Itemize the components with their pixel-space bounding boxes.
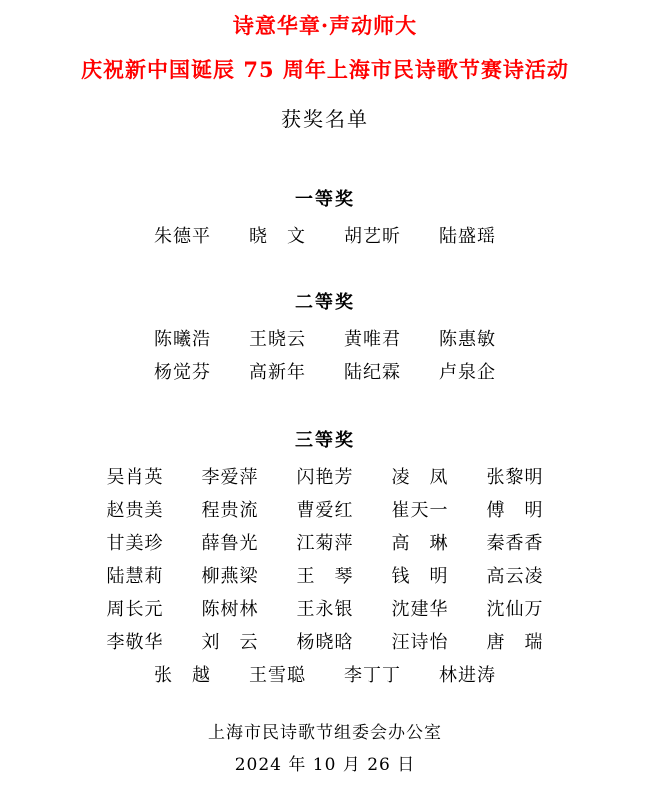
winner-name-row: 李敬华 刘 云 杨晓晗 汪诗怡 唐 瑞 [106,632,544,653]
award-section-header: 二等奖 [295,292,355,313]
award-section [0,291,650,389]
winner-name-row: 周长元 陈树林 王永银 沈建华 沈仙万 [106,599,544,620]
winner-name-row: 陆慧莉 柳燕梁 王 琴 钱 明 高云凌 [106,566,544,587]
event-title-line1: 诗意华章·声动师大 [232,13,418,38]
award-section-rows [0,323,650,389]
award-section-header: 三等奖 [295,430,355,451]
winner-name-row: 甘美珍 薛鲁光 江菊萍 高 琳 秦香香 [106,533,544,554]
document-footer [0,719,650,779]
organizer-name: 上海市民诗歌节组委会办公室 [208,723,442,743]
event-title-line2: 庆祝新中国诞辰 75 周年上海市民诗歌节赛诗活动 [81,57,569,82]
award-section [0,429,650,692]
winner-name-row: 赵贵美 程贵流 曹爱红 崔天一 傅 明 [106,500,544,521]
winner-name-row: 杨觉芬 高新年 陆纪霖 卢泉企 [154,362,496,383]
document-date: 2024 年 10 月 26 日 [234,755,416,775]
winner-name-row: 吴肖英 李爱萍 闪艳芳 凌 凤 张黎明 [106,467,544,488]
document-subtitle: 获奖名单 [281,107,369,131]
award-section-rows [0,461,650,692]
winner-name-row: 陈曦浩 王晓云 黄唯君 陈惠敏 [154,329,496,350]
award-list [0,188,650,692]
award-section [0,188,650,253]
winner-name-row: 朱德平 晓 文 胡艺昕 陆盛瑶 [154,226,496,247]
winner-name-row: 张 越 王雪聪 李丁丁 林进涛 [154,665,496,686]
award-section-header: 一等奖 [295,189,355,210]
award-section-rows [0,220,650,253]
